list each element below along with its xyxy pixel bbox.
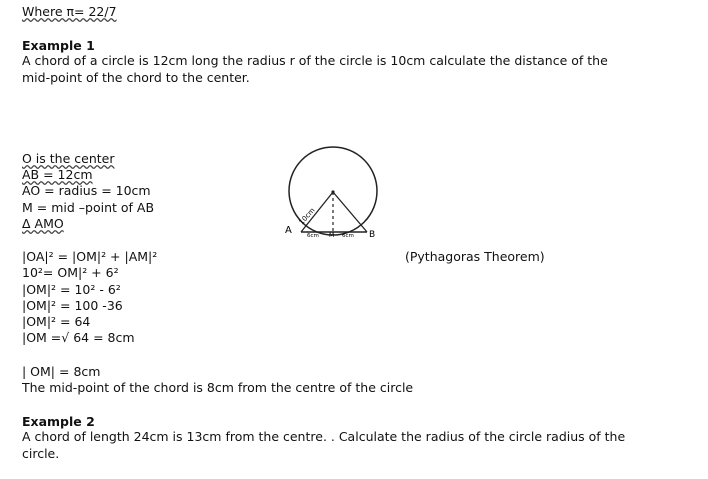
label-a: A xyxy=(285,225,292,236)
given-midpoint: M = mid –point of AB xyxy=(22,200,155,215)
given-radius: AO = radius = 10cm xyxy=(22,183,151,198)
working-step-3: |OM|² = 10² - 6² xyxy=(22,282,121,297)
working-step-1: |OA|² = |OM|² + |AM|² xyxy=(22,249,158,264)
working-step-5: |OM|² = 64 xyxy=(22,314,91,329)
given-chord-length: AB = 12cm xyxy=(22,167,93,182)
label-b: B xyxy=(369,230,376,237)
pi-definition: Where π= 22/7 xyxy=(22,4,117,19)
working-step-2: 10²= OM|² + 6² xyxy=(22,265,119,280)
label-segment-mb: 6cm xyxy=(342,233,354,237)
working-step-6: |OM =√ 64 = 8cm xyxy=(22,330,135,345)
pythagoras-note: (Pythagoras Theorem) xyxy=(405,249,545,264)
label-radius: 10cm xyxy=(297,206,317,227)
example1-title: Example 1 xyxy=(22,38,95,53)
example1-question-line1: A chord of a circle is 12cm long the radius r of the circle is 10cm calculate the distance of the xyxy=(22,53,608,68)
result-line: | OM| = 8cm xyxy=(22,364,101,379)
working-step-4: |OM|² = 100 -36 xyxy=(22,298,123,313)
example1-question-line2: mid-point of the chord to the center. xyxy=(22,70,250,85)
given-center: O is the center xyxy=(22,151,115,166)
conclusion-line: The mid-point of the chord is 8cm from the centre of the circle xyxy=(22,380,414,395)
example2-question-line2: circle. xyxy=(22,446,60,461)
label-segment-am: 6cm xyxy=(307,233,319,237)
radius-ob xyxy=(333,192,367,232)
example2-title: Example 2 xyxy=(22,414,95,429)
example2-question-line1: A chord of length 24cm is 13cm from the centre. . Calculate the radius of the circle radius of the xyxy=(22,429,626,444)
center-point xyxy=(331,190,334,193)
given-triangle: Δ AMO xyxy=(22,216,64,231)
circle-chord-diagram xyxy=(283,145,383,237)
label-m: M xyxy=(329,232,335,237)
